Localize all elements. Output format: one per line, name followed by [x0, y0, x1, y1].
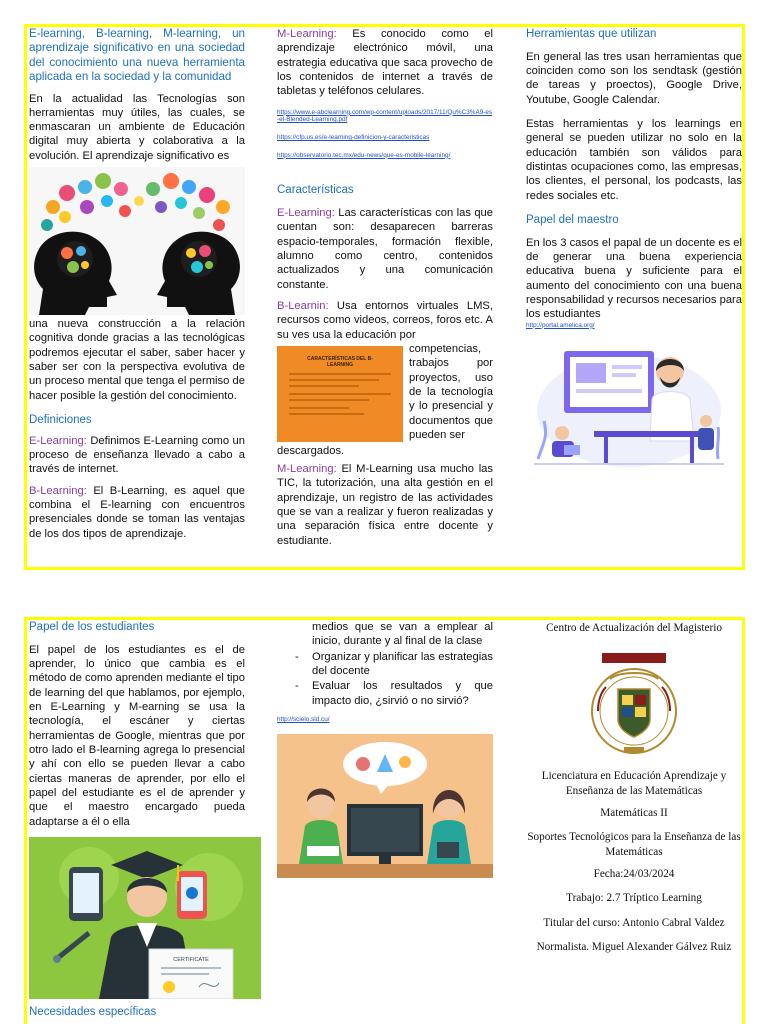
students-role-paragraph: El papel de los estudiantes es el de aprender, lo único que cambia es el método de como aprenden mediante el tipo de learning del que hablamos, por ejemplo, en E-Learning y M-earning se usa la tecnología, el escáner y ciertas herramientas de Google, mientras que por otro lado el B-learning agrega lo presencial y ahí con ello se pueden llevar a cabo ciertas maneras de aprender, por ello el papel del estudiante es el de aprender y que el maestro encargado pueda adaptarse a él o ella [29, 643, 245, 828]
degree-name: Licenciatura en Educación Aprendizaje y Enseñanza de las Matemáticas [541, 770, 727, 797]
triptych-page-2 [24, 617, 745, 1024]
herramientas-heading: Herramientas que utilizan [526, 28, 657, 40]
blearning-characteristics-image [277, 346, 403, 442]
intro-paragraph-a: En la actualidad las Tecnologías son herramientas muy útiles, las cuales, se enmascaran un ambiente de Educación digital muy abierta y colaborativa a la evolución. El aprendizaje significativo es [29, 92, 245, 162]
teacher-role-paragraph: En los 3 casos el papal de un docente es el de generar una buena experiencia educativa buena y suficiente para el aumento del conocimiento con una buena responsabilidad y recursos necesarios para los estudiantes [526, 236, 742, 321]
students-computer-illustration [277, 734, 493, 878]
characteristics-blearning-text-c: descargados. [277, 445, 345, 458]
graduate-illustration [29, 837, 261, 999]
needs-list-item: - Evaluar los resultados y que impacto dio, ¿sirvió o no sirvió? [277, 679, 493, 708]
blearning-figure-block [277, 342, 493, 458]
seal-emblem [588, 649, 680, 759]
term-elearning: E-Learning: [29, 434, 87, 447]
caracteristicas-heading: Características [277, 184, 354, 197]
teacher-desk-illustration [534, 341, 724, 469]
institution-name: Centro de Actualización del Magisterio [546, 622, 722, 634]
needs-continuation-text: medios que se van a emplear al inicio, durante y al final de la clase [312, 621, 493, 648]
term-mlearning: M-Learning: [277, 28, 337, 40]
characteristics-elearning [277, 206, 493, 292]
blearning-image-title: CARACTERÍSTICAS DEL B-LEARNING [307, 356, 373, 369]
characteristics-blearning-text-b: competencias, trabajos por proyectos, uso de la tecnología y lo presencial y documentos que pueden ser [409, 343, 493, 442]
definition-blearning [29, 484, 245, 541]
student-name: Normalista. Miguel Alexander Gálvez Ruiz [536, 940, 732, 953]
papel-estudiantes-heading: Papel de los estudiantes [29, 621, 155, 633]
course-name: Soportes Tecnológicos para la Enseñanza de las Matemáticas [527, 831, 741, 858]
term-blearning: B-Learning: [29, 484, 87, 497]
column-2b [277, 620, 493, 878]
characteristics-mlearning [277, 462, 493, 548]
definition-mlearning [277, 27, 493, 99]
characteristics-elearning-text: Las características con las que cuentan son: desaparecen barreras espacio-temporales, formación flexible, alumno como centro, contenidos actualizados y una comunicación constante. [277, 207, 493, 291]
tools-paragraph-2: Estas herramientas y los learnings en general se pueden utilizar no solo en la educación también son válidos para distintas ocupaciones como, las empresas, los clientes, el personal, los podcasts, las redes sociales etc. [526, 118, 742, 202]
papel-maestro-heading: Papel del maestro [526, 214, 619, 226]
scielo-link[interactable]: http://scielo.sld.cu/ [277, 715, 330, 723]
definition-elearning [29, 434, 245, 477]
cover-column [526, 620, 742, 962]
characteristics-blearning [277, 299, 493, 342]
idea-bubbles [41, 173, 230, 231]
institution-seal [588, 649, 680, 759]
tools-paragraph-1: En general las tres usan herramientas que coinciden como son los sendtask (gestión de tareas y proectos), Google Drive, Youtube, Google Calendar. [526, 50, 742, 106]
term-mlearning-characteristics: M-Learning: [277, 463, 337, 476]
teacher-illustration [534, 341, 724, 469]
intro-paragraph-b: una nueva construcción a la relación cognitiva donde gracias a las tecnológicas podremos ejecutar el saber, saber hacer y saber ser con la perspectiva evolutiva de un proceso mental que tenga el permiso de hacer posible la gestión del conocimiento. [29, 318, 245, 402]
triptych-page-1 [24, 24, 745, 570]
column-1b [29, 620, 245, 1024]
definition-blearning-text: El B-Learning, es aquel que combina el E-learning con encuentros presenciales donde se toman las ventajas de los dos tipos de aprendizaje. [29, 484, 245, 540]
term-blearning-characteristics: B-Learnin: [277, 300, 329, 313]
definiciones-heading: Definiciones [29, 414, 92, 427]
certificate-label: CERTIFICATE [173, 956, 209, 963]
necesidades-heading: Necesidades específicas [29, 1005, 157, 1018]
term-elearning-characteristics: E-Learning: [277, 207, 335, 220]
two-students-illustration [277, 734, 493, 878]
column-1 [29, 27, 245, 548]
column-3 [526, 27, 742, 469]
column-2 [277, 27, 493, 555]
reference-link-1[interactable]: https://www.e-abclearning.com/wp-content/uploads/2017/11/Qu%C3%A9-es-el-Blended-Learning.pdf [277, 108, 493, 124]
date-text: Fecha:24/03/2024 [593, 867, 675, 880]
needs-list-item: - Organizar y planificar las estrategias del docente [277, 650, 493, 679]
main-title: E-learning, B-learning, M-learning, un aprendizaje significativo en una sociedad del conocimiento una nueva herramienta aplicada en la sociedad y la comunidad [29, 27, 245, 84]
teacher-name: Titular del curso: Antonio Cabral Valdez [543, 916, 725, 929]
subject-name: Matemáticas II [600, 806, 668, 819]
brain-heads-image [29, 167, 245, 315]
characteristics-blearning-text-a: Usa entornos virtuales LMS, recursos como videos, correos, foros etc. A su ves usa la educación por [277, 300, 493, 341]
needs-list [277, 650, 493, 708]
reference-link-3[interactable]: https://observatorio.tec.mx/edu-news/que-es-mobile-learning/ [277, 151, 451, 159]
work-title: Trabajo: 2.7 Tríptico Learning [566, 892, 702, 905]
characteristics-mlearning-text: El M-Learning usa mucho las TIC, la tutorización, una alta gestión en el aprendizaje, un registro de las actividades que se van a realizar y fueron realizadas y una separación física entre docente y estudiante. [277, 463, 493, 547]
teacher-reference-link[interactable]: http://portal.amelica.org/ [526, 321, 595, 329]
reference-link-2[interactable]: https://cfp.us.es/e-learning-definicion-y-caracteristicas [277, 134, 430, 142]
brain-heads-illustration [29, 167, 245, 315]
graduate-certificate-illustration [29, 837, 261, 999]
definition-mlearning-text: Es conocido como el aprendizaje electrónico móvil, una estrategia educativa que saca provecho de los contenidos de internet a través de tabletas y teléfonos celulares. [277, 28, 493, 98]
definition-elearning-text: Definimos E-Learning como un proceso de enseñanza llevado a cabo a través de internet. [29, 434, 245, 476]
